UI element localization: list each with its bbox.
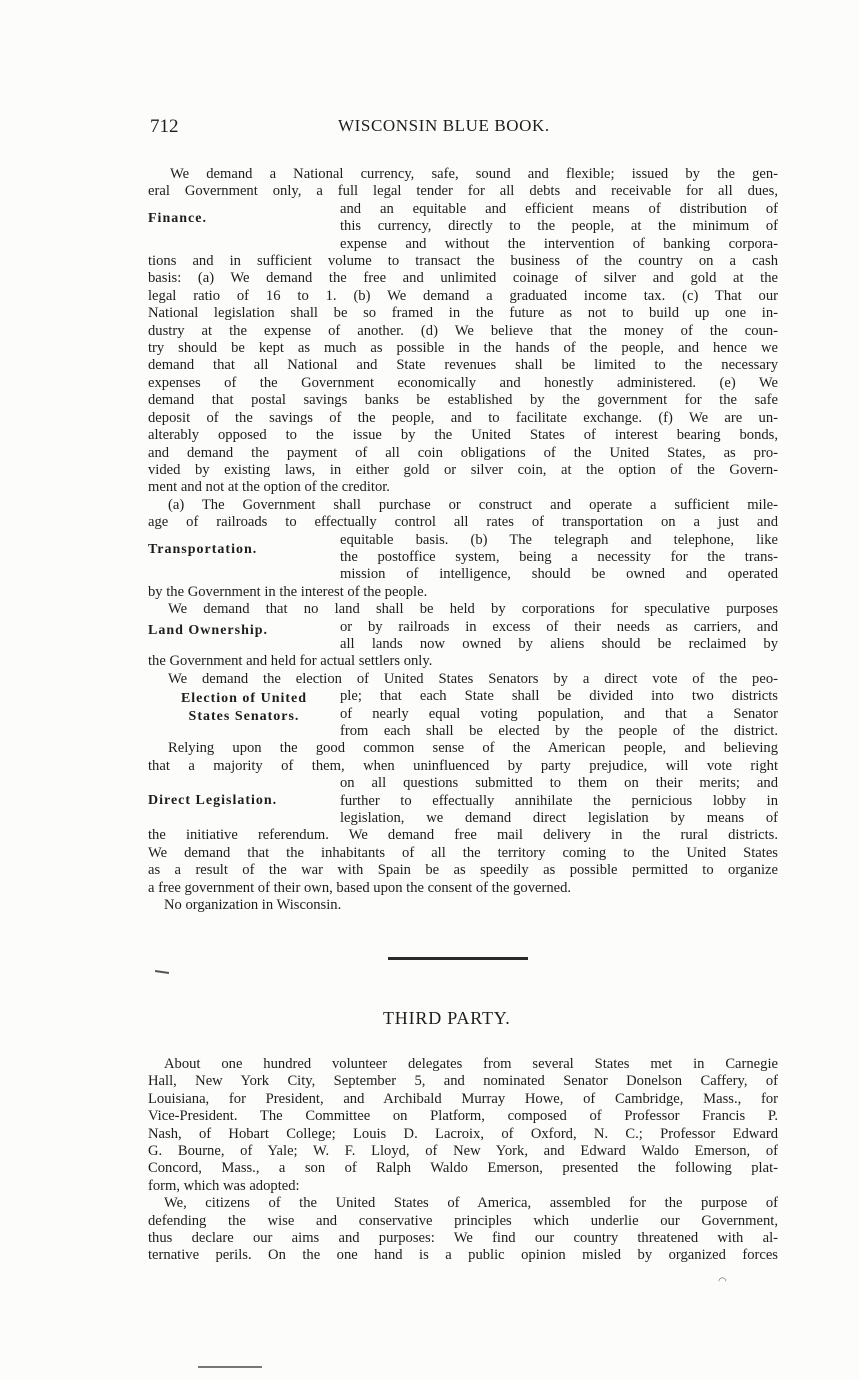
body-line: the Government and held for actual settlers only. (148, 653, 433, 670)
body-line: the postoffice system, being a necessity for the trans- (340, 548, 778, 565)
body-line: age of railroads to effectually control all rates of transportation on a just and (148, 514, 778, 531)
closing-line: No organization in Wisconsin. (164, 897, 342, 914)
body-line: ternative perils. On the one hand is a public opinion misled by organized forces (148, 1247, 778, 1264)
side-heading-senators (148, 688, 340, 725)
body-line: thus declare our aims and purposes: We find our country threatened with al- (148, 1230, 778, 1247)
side-heading-direct-legislation: Direct Legislation. (148, 793, 278, 809)
body-line: try should be kept as much as possible in the hands of the people, and hence we (148, 340, 778, 357)
body-line: eral Government only, a full legal tender for all debts and receivable for all dues, (148, 183, 778, 200)
body-line: expenses of the Government economically and honestly administered. (e) We (148, 374, 778, 391)
body-line: basis: (a) We demand the free and unlimited coinage of silver and gold at the (148, 270, 778, 287)
body-line: Nash, of Hobart College; Louis D. Lacroix, of Oxford, N. C.; Professor Edward (148, 1125, 778, 1142)
body-line: or by railroads in excess of their needs as carriers, and (340, 618, 778, 635)
body-line: demand that all National and State revenues shall be limited to the necessary (148, 357, 778, 374)
body-line: from each shall be elected by the people of the district. (340, 723, 778, 739)
side-heading-land-ownership: Land Ownership. (148, 622, 269, 638)
body-line: legal ratio of 16 to 1. (b) We demand a graduated income tax. (c) That our (148, 287, 778, 304)
running-head: WISCONSIN BLUE BOOK. (338, 116, 550, 135)
body-line: Hall, New York City, September 5, and nominated Senator Donelson Caffery, of (148, 1073, 778, 1090)
body-line: form, which was adopted: (148, 1177, 300, 1194)
body-line: deposit of the savings of the people, and to facilitate exchange. (f) We are un- (148, 409, 778, 426)
body-line: National legislation shall be so framed in the future as not to build up one in- (148, 305, 778, 322)
body-line: vided by existing laws, in either gold or silver coin, at the option of the Govern- (148, 461, 778, 478)
section-title: THIRD PARTY. (383, 1008, 511, 1028)
body-line: as a result of the war with Spain be as speedily as possible permitted to organize (148, 862, 778, 879)
body-line: G. Bourne, of Yale; W. F. Lloyd, of New York, and Edward Waldo Emerson, of (148, 1143, 778, 1160)
body-line: mission of intelligence, should be owned and operated (340, 566, 778, 583)
body-line: We demand a National currency, safe, sound and flexible; issued by the gen- (170, 166, 778, 182)
body-line: Louisiana, for President, and Archibald Murray Howe, of Cambridge, Mass., for (148, 1090, 778, 1107)
body-line: We demand the election of United States Senators by a direct vote of the peo- (168, 670, 778, 687)
stray-mark: ◠ (718, 1276, 727, 1287)
finance-section (148, 166, 778, 914)
body-line: on all questions submitted to them on their merits; and (340, 775, 778, 792)
body-line: equitable basis. (b) The telegraph and telephone, like (340, 531, 778, 548)
body-line: demand that postal savings banks be established by the government for the safe (148, 392, 778, 409)
body-line: We, citizens of the United States of America, assembled for the purpose of (164, 1195, 778, 1212)
side-heading-transportation: Transportation. (148, 541, 258, 557)
body-line: ment and not at the option of the creditor. (148, 479, 390, 496)
body-line: of nearly equal voting population, and that a Senator (340, 705, 778, 722)
body-line: About one hundred volunteer delegates from several States met in Carnegie (164, 1056, 778, 1072)
body-line: expense and without the intervention of banking corpora- (340, 235, 778, 252)
body-line: (a) The Government shall purchase or construct and operate a sufficient mile- (168, 496, 778, 513)
body-line: and an equitable and efficient means of distribution of (340, 200, 778, 217)
body-line: all lands now owned by aliens should be reclaimed by (340, 635, 778, 652)
body-line: the initiative referendum. We demand free mail delivery in the rural districts. (148, 827, 778, 844)
body-line: tions and in sufficient volume to transact the business of the country on a cash (148, 253, 778, 270)
body-line: that a majority of them, when uninfluenced by party prejudice, will vote right (148, 757, 778, 774)
body-line: Relying upon the good common sense of the American people, and believing (168, 740, 778, 757)
side-heading-finance: Finance. (148, 210, 207, 226)
body-line: Concord, Mass., a son of Ralph Waldo Emerson, presented the following plat- (148, 1160, 778, 1177)
body-line: further to effectually annihilate the pernicious lobby in (340, 792, 778, 809)
page-number: 712 (150, 116, 179, 137)
body-line: dustry at the expense of another. (d) We believe that the money of the coun- (148, 322, 778, 339)
body-line: a free government of their own, based upon the consent of the governed. (148, 879, 572, 896)
third-party-section (148, 1056, 778, 1265)
body-line: legislation, we demand direct legislation by means of (340, 810, 778, 827)
body-line: defending the wise and conservative principles which underlie our Government, (148, 1212, 778, 1229)
body-line: Vice-President. The Committee on Platform, composed of Professor Francis P. (148, 1108, 778, 1125)
body-line: and demand the payment of all coin obligations of the United States, as pro- (148, 444, 778, 461)
body-line: ple; that each State shall be divided into two districts (340, 688, 778, 705)
body-line: this currency, directly to the people, at the minimum of (340, 218, 778, 235)
side-heading-line: States Senators. (188, 708, 300, 724)
body-line: We demand that the inhabitants of all the territory coming to the United States (148, 844, 778, 861)
section-divider (388, 957, 528, 960)
body-line: by the Government in the interest of the people. (148, 583, 428, 600)
body-line: alterably opposed to the issue by the United States of interest bearing bonds, (148, 427, 778, 444)
stray-mark (155, 970, 169, 974)
side-heading-line: Election of United (180, 691, 308, 707)
body-line: We demand that no land shall be held by corporations for speculative purposes (168, 601, 778, 618)
stray-mark (198, 1366, 262, 1368)
